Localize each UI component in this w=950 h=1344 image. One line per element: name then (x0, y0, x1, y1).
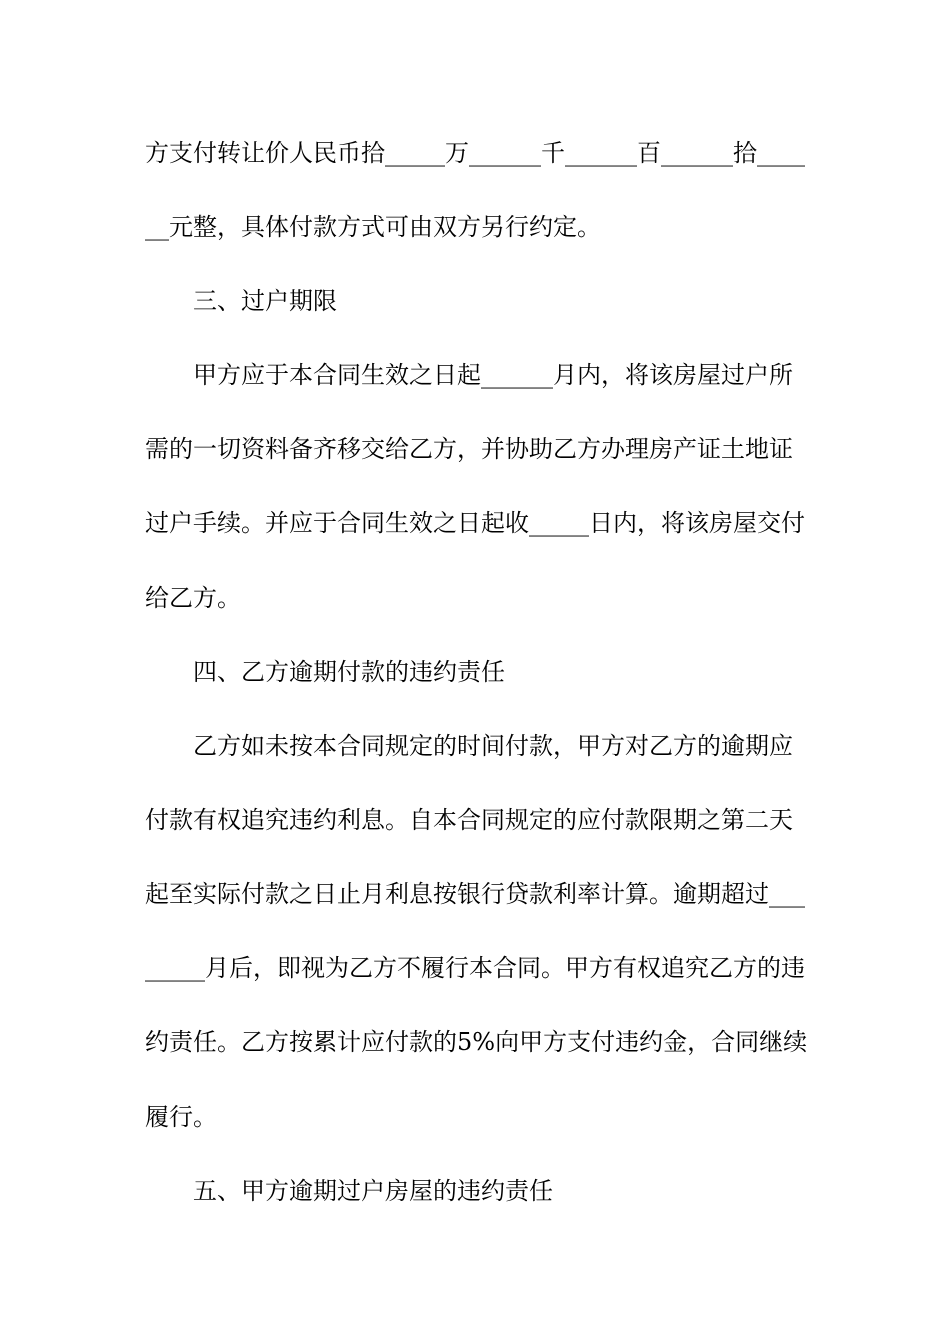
paragraph-line: 给乙方。 (145, 584, 241, 612)
paragraph-line: 过户手续。并应于合同生效之日起收_____日内，将该房屋交付 (145, 509, 805, 537)
paragraph-line: _____月后，即视为乙方不履行本合同。甲方有权追究乙方的违 (145, 954, 805, 982)
paragraph-line: __元整，具体付款方式可由双方另行约定。 (145, 213, 601, 241)
section-heading-4: 四、乙方逾期付款的违约责任 (193, 658, 505, 686)
paragraph-line: 付款有权追究违约利息。自本合同规定的应付款限期之第二天 (145, 806, 793, 834)
paragraph-line: 起至实际付款之日止月利息按银行贷款利率计算。逾期超过___ (145, 880, 805, 908)
paragraph-line: 约责任。乙方按累计应付款的5%向甲方支付违约金，合同继续 (145, 1028, 808, 1056)
section-heading-3: 三、过户期限 (193, 287, 337, 315)
paragraph-line: 方支付转让价人民币拾_____万______千______百______拾____ (145, 139, 805, 167)
paragraph-line: 需的一切资料备齐移交给乙方，并协助乙方办理房产证土地证 (145, 435, 793, 463)
paragraph-line: 乙方如未按本合同规定的时间付款，甲方对乙方的逾期应 (193, 732, 793, 760)
paragraph-line: 甲方应于本合同生效之日起______月内，将该房屋过户所 (193, 361, 793, 389)
paragraph-line: 履行。 (145, 1103, 217, 1131)
section-heading-5: 五、甲方逾期过户房屋的违约责任 (193, 1177, 553, 1205)
